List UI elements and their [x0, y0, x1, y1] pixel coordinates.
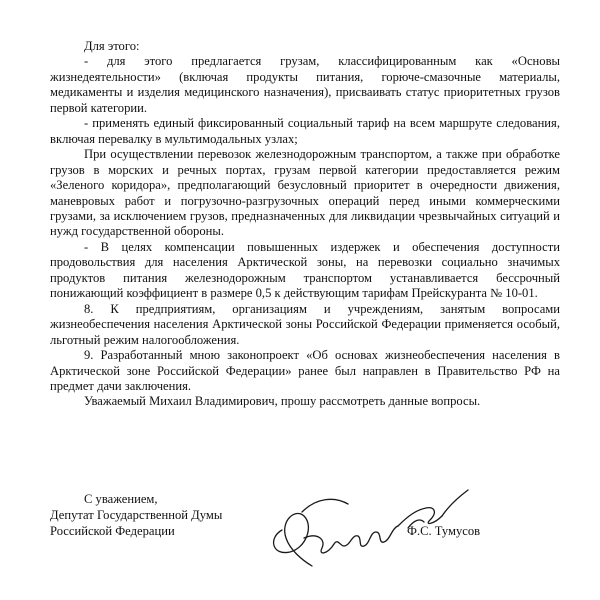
priority-cargo-paragraph: - для этого предлагается грузам, классифицированным как «Основы жизнедеятельности» (включая продукты питания, горюче-смазочные материалы, медикаменты и изделия медицинского назначения), присваивать статус приоритетных грузов первой категории.: [50, 54, 560, 115]
tax-regime-paragraph: 8. К предприятиям, организациям и учреждениям, занятым вопросами жизнеобеспечения населения Арктической зоны Российской Федерации применяется особый, льготный режим налогообложения.: [50, 301, 560, 347]
closing-salutation: С уважением,: [84, 492, 158, 506]
draft-law-paragraph: 9. Разработанный мною законопроект «Об основах жизнеобеспечения населения в Арктической зоне Российской Федерации» ранее был направлен в Правительство РФ на предмет дачи заключения.: [50, 348, 560, 393]
letter-body: [50, 39, 560, 410]
social-tariff-paragraph: - применять единый фиксированный социальный тариф на всем маршруте следования, включая перевалку в мультимодальных узлах;: [50, 116, 560, 146]
closing-block: [50, 491, 250, 539]
tariff-coefficient-paragraph: - В целях компенсации повышенных издержек и обеспечения доступности продовольствия для населения Арктической зоны, на перевозки социально значимых продуктов питания железнодорожным транспортом устанавливается бессрочный понижающий коэффициент в размере 0,5 к действующим тарифам Прейскуранта № 10-01.: [50, 239, 560, 301]
request-paragraph: Уважаемый Михаил Владимирович, прошу рассмотреть данные вопросы.: [84, 394, 481, 409]
green-corridor-paragraph: При осуществлении перевозок железнодорожным транспортом, а также при обработке грузов в морских и речных портах, грузам первой категории предоставляется режим «Зеленого коридора», предполагающий безусловный приоритет в очередности движения, маневровых работ и погрузочно-разгрузочных операций перед иными коммерческими грузами, за исключением грузов, предназначенных для ликвидации чрезвычайных ситуаций и нужд государственной обороны.: [50, 147, 560, 239]
closing-title-line1: Депутат Государственной Думы: [50, 508, 223, 522]
signatory-name: Ф.С. Тумусов: [407, 524, 481, 538]
closing-title-line2: Российской Федерации: [50, 524, 175, 538]
intro-paragraph: Для этого:: [84, 39, 140, 53]
